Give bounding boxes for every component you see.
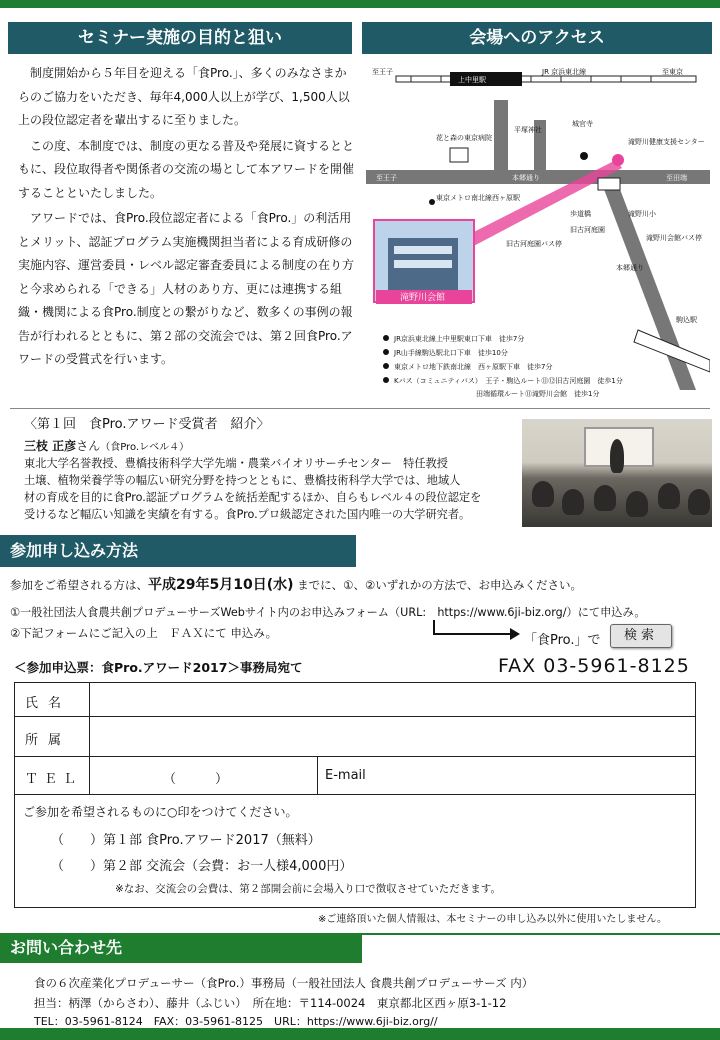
map-label-tabata: 至田端 bbox=[666, 174, 687, 182]
award-description bbox=[24, 455, 512, 523]
map-label-bus2: 滝野川会館バス停 bbox=[646, 234, 702, 242]
privacy-note: ※ご連絡頂いた個人情報は、本セミナーの申し込み以外に使用いたしません。 bbox=[318, 914, 667, 925]
award-section bbox=[10, 408, 710, 528]
recipient-name: 三枝 正彦 bbox=[24, 439, 77, 453]
award-recipient bbox=[24, 437, 189, 454]
deadline-date: 平成29年5月10日(水) bbox=[148, 577, 294, 593]
tel-area-code: （ ） bbox=[163, 772, 229, 787]
map-label-kyufurukawa: 旧古河庭園 bbox=[570, 226, 605, 234]
map-label-takinogawa-koban: 滝野川小 bbox=[628, 210, 656, 218]
org-label: 所属 bbox=[25, 733, 72, 748]
access-line-1: JR京浜東北線上中里駅東口下車 徒歩7分 bbox=[394, 335, 525, 343]
map-label-hongo1: 本郷通り bbox=[512, 174, 540, 182]
fax-apply-line: ②下記フォームにご記入の上 ＦＡＸにて 申込み。 bbox=[10, 626, 278, 640]
contact-office: 食の６次産業化プロデューサー（食Pro.）事務局（一般社団法人 食農共創プロデューサーズ 内） bbox=[34, 976, 534, 990]
map-label-oji2: 至王子 bbox=[376, 174, 397, 182]
recipient-honorific: さん bbox=[76, 439, 101, 453]
contact-person: 担当：柄澤（からさわ）、藤井（ふじい） 所在地：〒114-0024 東京都北区西ヶ原3-1-12 bbox=[34, 996, 507, 1010]
intro-paragraph-2: この度、本制度では、制度の更なる普及や発展に資するとともに、段位取得者や関係者の交流の場として本アワードを開催することといたしました。 bbox=[18, 138, 355, 200]
access-header: 会場へのアクセス bbox=[362, 22, 712, 54]
top-accent-bar bbox=[0, 0, 720, 8]
email-label: E-mail bbox=[325, 768, 366, 783]
map-label-kaminakazato: 上中里駅 bbox=[458, 76, 486, 84]
search-hint: 「食Pro.」で bbox=[524, 633, 601, 648]
form-note: ご参加を希望されるものに○印をつけてください。 bbox=[23, 805, 298, 819]
access-line-2: JR山手線駒込駅北口下車 徒歩10分 bbox=[394, 349, 508, 357]
name-label: 氏名 bbox=[25, 696, 72, 711]
arrow-icon bbox=[430, 620, 522, 642]
option-part1[interactable]: （ ）第１部 食Pro.アワード2017（無料） bbox=[51, 833, 321, 848]
map-label-ayuminobashi: 歩道橋 bbox=[570, 210, 591, 218]
map-label-oji1: 至王子 bbox=[372, 68, 393, 76]
tel-label: ＴＥＬ bbox=[25, 772, 83, 787]
map-label-heiseki: 平塚神社 bbox=[514, 126, 542, 134]
form-title: ＜参加申込票：食Pro.アワード2017＞事務局宛て bbox=[14, 660, 303, 675]
fax-number: FAX 03-5961-8125 bbox=[498, 655, 690, 677]
deadline-line: 参加をご希望される方は、平成29年5月10日(水) までに、①、②いずれかの方法で、お申込みください。 bbox=[10, 577, 583, 593]
access-line-4: Kバス（コミュニティバス） 王子・駒込ルート⑪⑫旧古河庭園 徒歩1分 bbox=[394, 377, 623, 385]
access-map bbox=[366, 60, 710, 400]
seminar-photo bbox=[522, 419, 712, 527]
award-line: 土壌、植物栄養学等の幅広い研究分野を持つとともに、豊橋技術科学大学では、地域人 bbox=[24, 474, 461, 487]
search-button[interactable]: 検索 bbox=[610, 624, 672, 648]
access-line-3: 東京メトロ地下鉄南北線 西ヶ原駅下車 徒歩7分 bbox=[394, 363, 553, 371]
map-label-jr-line: JR 京浜東北線 bbox=[542, 68, 587, 76]
map-label-komagome: 駒込駅 bbox=[676, 316, 697, 324]
intro-paragraph-1: 制度開始から５年目を迎える「食Pro.」、多くのみなさまからのご協力をいただき、毎年4,000人以上が学び、1,500人以上の段位認定者を輩出するに至りました。 bbox=[18, 66, 350, 127]
map-label-jouganji: 城官寺 bbox=[572, 120, 593, 128]
method-header: 参加申し込み方法 bbox=[0, 535, 356, 567]
org-row bbox=[15, 717, 695, 757]
contact-header: お問い合わせ先 bbox=[0, 933, 362, 963]
map-label-tokyo: 至東京 bbox=[662, 68, 683, 76]
intro-paragraph-3: アワードでは、食Pro.段位認定者による「食Pro.」の利活用とメリット、認証プログラム実施機関担当者による育成研修の実施内容、運営委員・レベル認定審査委員による制度の在り方と今求められる「できる」人材のあり方、更には連携する組織・機関による食Pro.制度との繋がりなど、数多くの事例の報告が行われるとともに、第２部の交流会では、第２回食Pro.アワードの受賞式を行います。 bbox=[18, 211, 355, 366]
option-part2[interactable]: （ ）第２部 交流会（会費：お一人様4,000円） bbox=[51, 859, 353, 874]
map-label-venue: 滝野川会館 bbox=[400, 293, 446, 303]
award-line: 材の育成を目的に食Pro.認証プログラムを統括差配するほか、自らもレベル４の段位認定を bbox=[24, 491, 482, 504]
web-apply-line: ①一般社団法人食農共創プロデューサーズWebサイト内のお申込みフォーム（URL: https://www.6ji-biz.org/）にて申込み。 bbox=[10, 606, 646, 619]
map-label-takinogawa-center: 滝野川健康支援センター bbox=[628, 138, 705, 146]
name-row bbox=[15, 683, 695, 717]
award-title: 〈第１回 食Pro.アワード受賞者 紹介〉 bbox=[24, 417, 270, 432]
access-line-5: 田端循環ルート⑪滝野川会館 徒歩1分 bbox=[476, 390, 600, 398]
award-line: 東北大学名誉教授、豊橋技術科学大学先端・農業バイオリサーチセンター 特任教授 bbox=[24, 457, 448, 470]
map-label-hongo2: 本郷通り bbox=[616, 264, 644, 272]
map-label-hanato: 花と森の東京病院 bbox=[436, 134, 492, 142]
bottom-accent-bar bbox=[0, 1028, 720, 1040]
recipient-level: （食Pro.レベル４） bbox=[100, 442, 190, 453]
award-line: 受けるなど幅広い知識を実績を有する。食Pro.プロ級認定された国内唯一の大学研究者。 bbox=[24, 508, 471, 521]
application-form bbox=[14, 682, 696, 908]
contact-numbers: TEL：03-5961-8124 FAX：03-5961-8125 URL：https://www.6ji-biz.org// bbox=[34, 1015, 438, 1028]
purpose-header: セミナー実施の目的と狙い bbox=[8, 22, 352, 54]
map-label-bus1: 旧古河庭園バス停 bbox=[506, 240, 562, 248]
tel-row bbox=[15, 757, 695, 795]
purpose-text bbox=[18, 62, 354, 374]
fee-note: ※なお、交流会の会費は、第２部開会前に会場入り口で徴収させていただきます。 bbox=[115, 883, 501, 895]
map-label-metro: 東京メトロ南北線西ヶ原駅 bbox=[436, 194, 520, 202]
